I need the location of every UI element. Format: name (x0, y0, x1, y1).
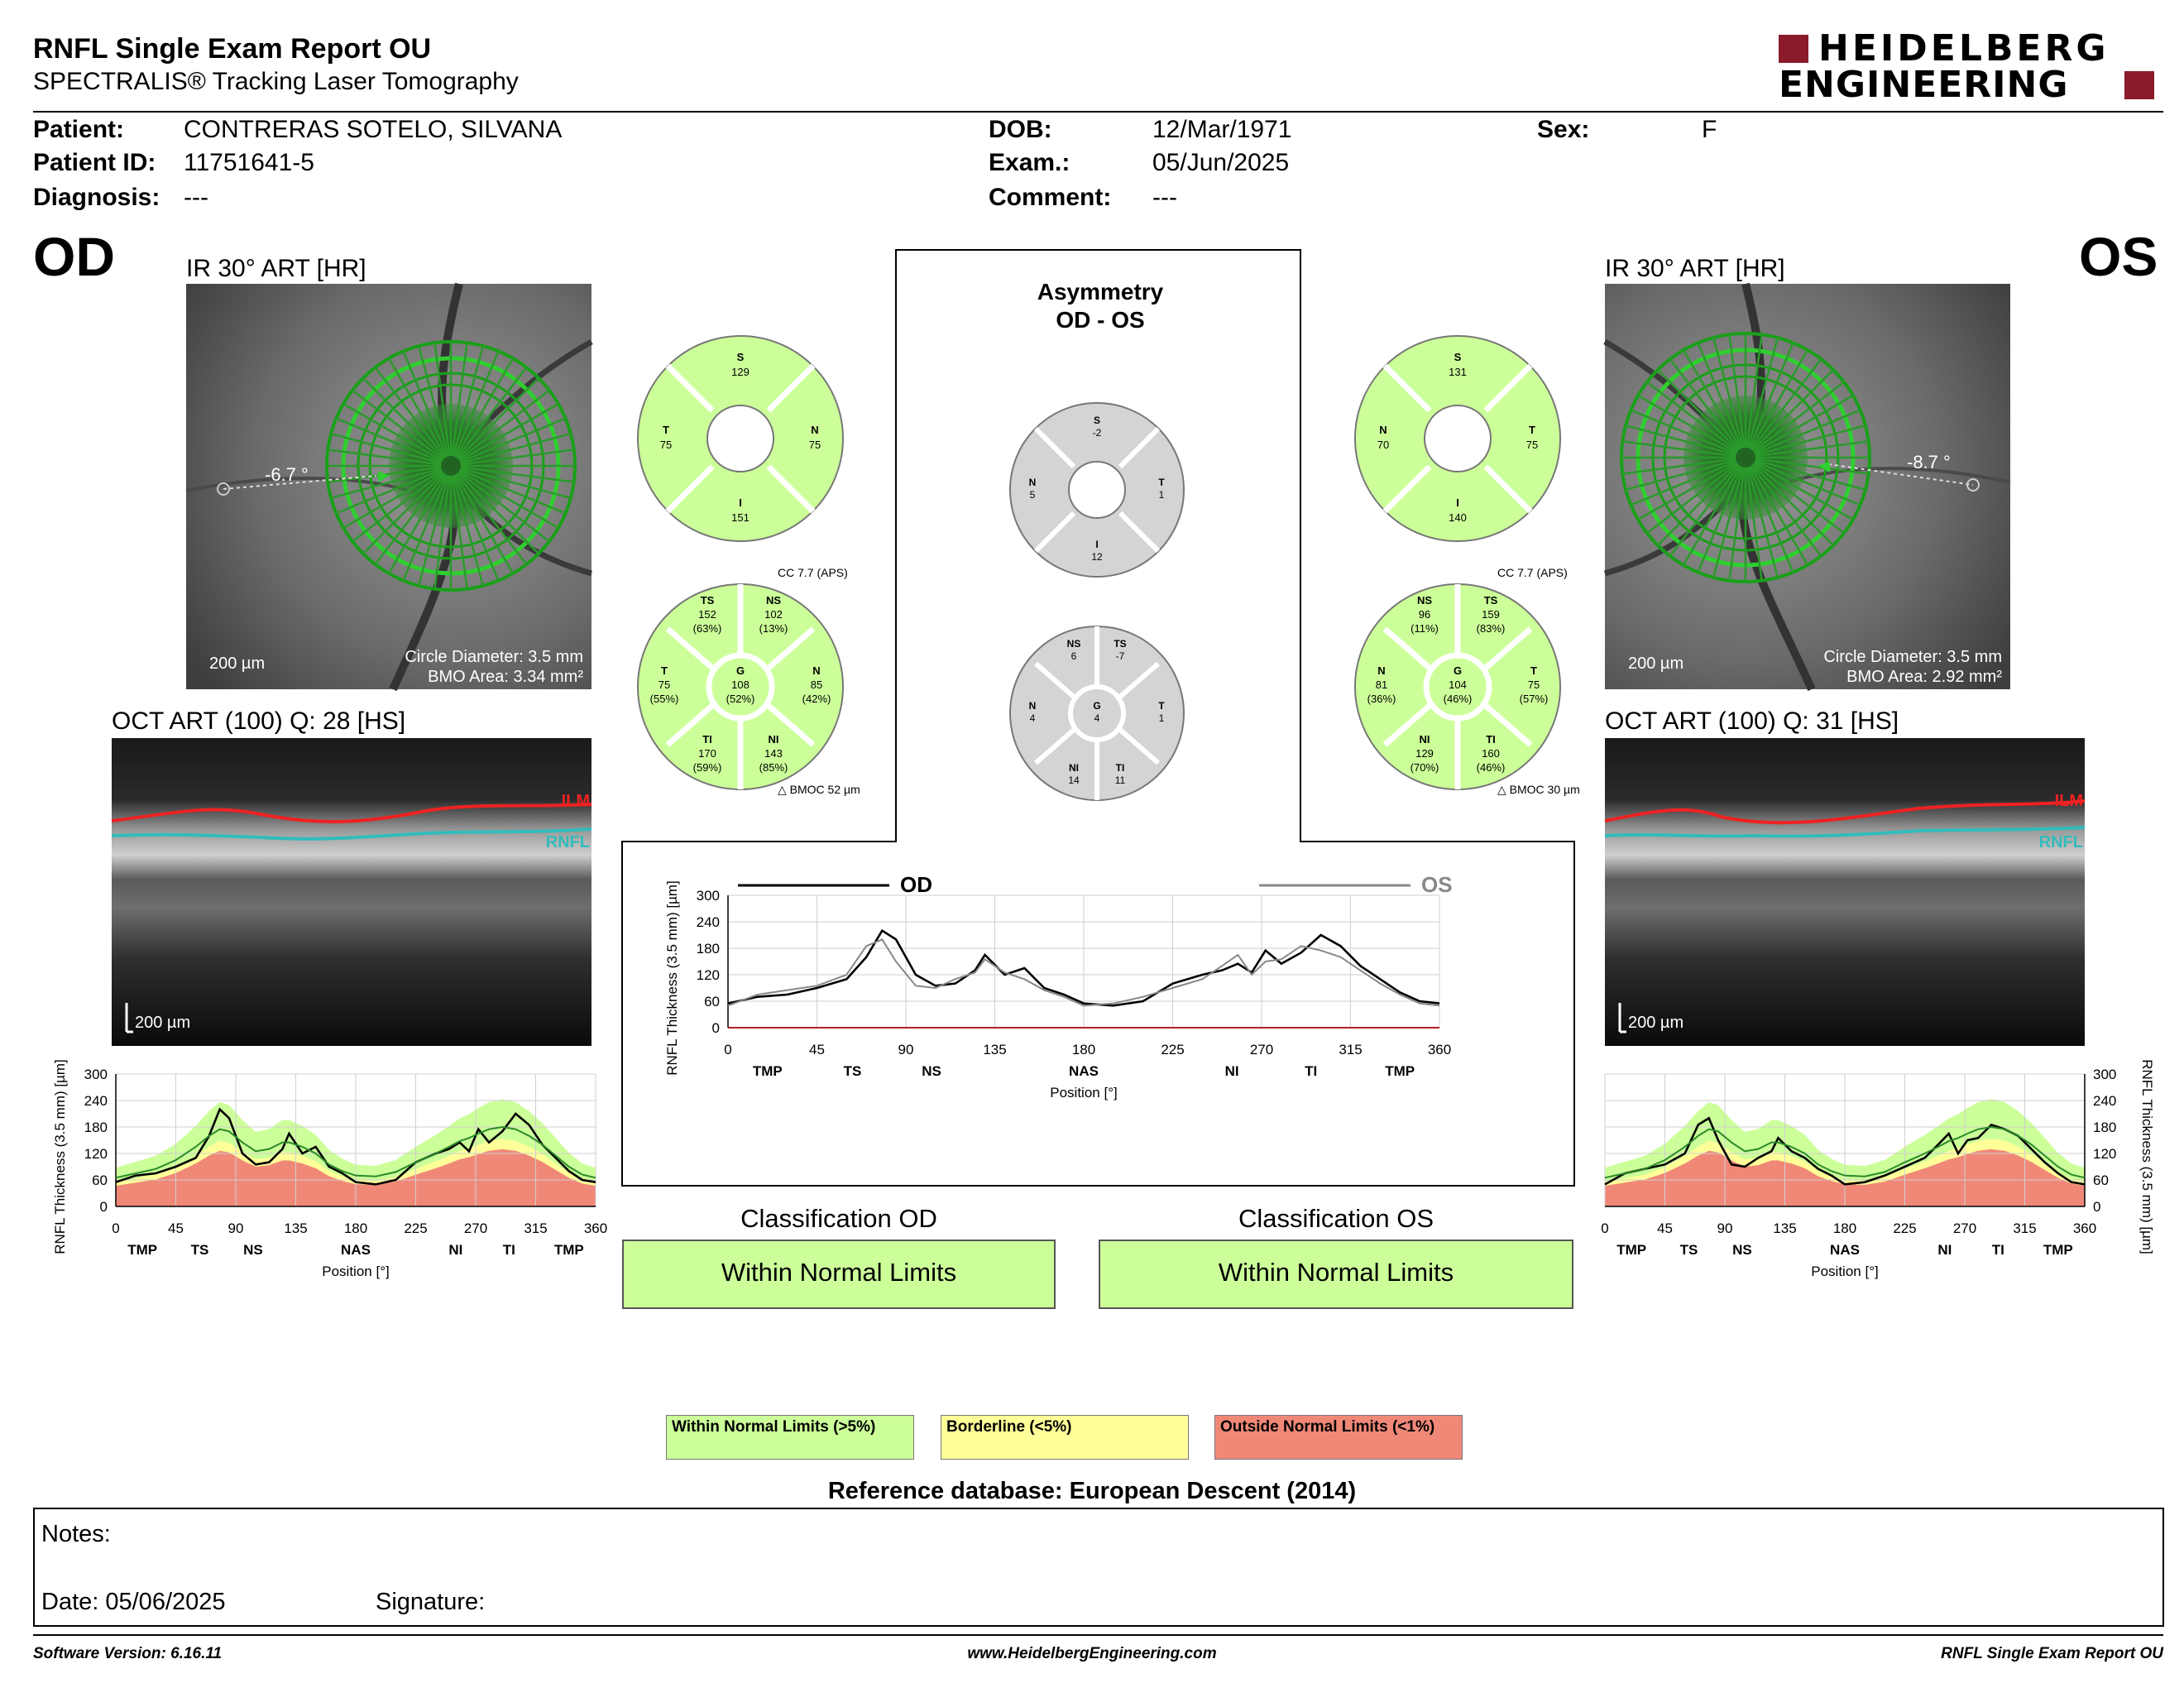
sector-label: TI (502, 1242, 515, 1258)
asym-sector-t: 1 (1158, 712, 1165, 724)
y-tick-label: 120 (2093, 1146, 2117, 1162)
legend-od-label: OD (900, 872, 932, 897)
y-tick-label: 60 (2093, 1172, 2109, 1188)
svg-text:TI: TI (1486, 733, 1496, 746)
svg-text:TI: TI (702, 733, 712, 746)
svg-text:G: G (1093, 700, 1101, 712)
patient-name: CONTRERAS SOTELO, SILVANA (184, 116, 563, 143)
header-divider (33, 111, 2163, 113)
sector-label: TMP (127, 1242, 158, 1258)
asym-quad-i: 12 (1091, 551, 1103, 563)
sector-label: TMP (752, 1063, 783, 1079)
legend-borderline: Borderline (<5%) (941, 1415, 1189, 1460)
svg-text:TS: TS (1483, 594, 1498, 607)
x-tick-label: 270 (1249, 1042, 1274, 1057)
os-oct-title: OCT ART (100) Q: 31 [HS] (1605, 707, 1899, 735)
asymmetry-title: Asymmetry OD - OS (1037, 279, 1164, 333)
os-sector-g-pct: (46%) (1443, 693, 1473, 705)
svg-text:T: T (1530, 664, 1537, 677)
os-oct-scale: 200 µm (1628, 1014, 1684, 1032)
sector-label: TMP (1616, 1242, 1647, 1258)
od-angle-label: -6.7 ° (265, 464, 309, 485)
footer-divider (33, 1634, 2163, 1636)
od-scale-label: 200 µm (209, 655, 266, 673)
os-ilm-label: ILM (2054, 792, 2083, 810)
svg-text:NI: NI (768, 733, 779, 746)
dob-label: DOB: (989, 116, 1052, 143)
x-tick-label: 225 (1161, 1042, 1185, 1057)
y-axis-label: RNFL Thickness (3.5 mm) [µm] (664, 880, 680, 1076)
svg-text:T: T (661, 664, 668, 677)
asym-sector-g: 4 (1094, 712, 1100, 724)
y-tick-label: 0 (99, 1199, 108, 1215)
svg-text:N: N (1379, 424, 1387, 436)
od-sector-ns-pct: (13%) (759, 622, 788, 635)
od-sector-t-value: 75 (658, 679, 671, 691)
os-quadrant-chart (1350, 331, 1565, 546)
y-tick-label: 300 (84, 1067, 108, 1082)
asym-quad-n: 5 (1029, 489, 1036, 501)
diagnosis-value: --- (184, 184, 208, 211)
x-tick-label: 315 (1339, 1042, 1363, 1057)
od-sector-n-pct: (42%) (802, 693, 831, 705)
svg-text:TS: TS (1114, 638, 1127, 650)
sex-label: Sex: (1537, 116, 1590, 143)
logo-square-top (1779, 35, 1808, 63)
sector-label: NI (1937, 1242, 1952, 1258)
svg-text:NS: NS (1416, 594, 1433, 607)
reference-database: Reference database: European Descent (2014) (827, 1478, 1357, 1504)
os-ir-fundus-image (1605, 284, 2010, 689)
y-tick-label: 240 (2093, 1093, 2117, 1109)
x-tick-label: 225 (1893, 1220, 1917, 1236)
os-quad-i: 140 (1449, 511, 1467, 524)
os-sector-n-value: 81 (1375, 679, 1388, 691)
os-angle-label: -8.7 ° (1907, 452, 1951, 472)
svg-text:G: G (1453, 664, 1463, 677)
sector-label: NI (448, 1242, 463, 1258)
svg-text:NS: NS (765, 594, 782, 607)
od-sector-ti-pct: (59%) (692, 761, 722, 774)
od-os-comparison-chart (662, 861, 1489, 1125)
os-classification-result: Within Normal Limits (1099, 1240, 1573, 1309)
x-tick-label: 135 (284, 1220, 308, 1236)
os-classification-title: Classification OS (1238, 1204, 1434, 1233)
y-tick-label: 60 (92, 1172, 108, 1188)
os-quad-s: 131 (1449, 366, 1467, 378)
svg-text:N: N (1377, 664, 1386, 677)
os-circle-diameter: Circle Diameter: 3.5 mm (1823, 648, 2002, 666)
od-sector-g-pct: (52%) (726, 693, 755, 705)
comment-label: Comment: (989, 184, 1112, 211)
sector-label: NS (1732, 1242, 1752, 1258)
y-axis-label: RNFL Thickness (3.5 mm) [µm] (2139, 1059, 2155, 1254)
os-sector-ts-pct: (83%) (1476, 622, 1506, 635)
x-tick-label: 270 (1952, 1220, 1977, 1236)
legend-os-label: OS (1421, 872, 1453, 897)
y-tick-label: 120 (84, 1146, 108, 1162)
notes-date: Date: 05/06/2025 (41, 1589, 226, 1615)
sector-label: NS (243, 1242, 263, 1258)
os-rnfl-label: RNFL (2038, 833, 2083, 851)
sector-label: TMP (553, 1242, 584, 1258)
os-sector-ns-pct: (11%) (1410, 622, 1439, 635)
sector-label: TS (190, 1242, 209, 1258)
asym-quad-s: -2 (1092, 427, 1102, 439)
y-axis-label: RNFL Thickness (3.5 mm) [µm] (52, 1059, 68, 1254)
legend-wnl: Within Normal Limits (>5%) (666, 1415, 914, 1460)
os-oct-bscan (1605, 738, 2085, 1046)
od-quad-i: 151 (731, 511, 750, 524)
svg-text:TI: TI (1115, 762, 1125, 774)
sector-label: TS (1679, 1242, 1698, 1258)
od-sector-n-value: 85 (810, 679, 823, 691)
y-tick-label: 60 (704, 994, 720, 1009)
x-tick-label: 315 (2013, 1220, 2037, 1236)
os-bmo-area: BMO Area: 2.92 mm² (1846, 668, 2002, 686)
sector-label: TI (1991, 1242, 2004, 1258)
svg-text:T: T (663, 424, 669, 436)
x-tick-label: 0 (112, 1220, 120, 1236)
sector-label: TS (843, 1063, 862, 1079)
svg-text:S: S (1454, 351, 1462, 363)
od-rnfl-label: RNFL (545, 833, 590, 851)
od-fundus-svg (186, 284, 592, 689)
od-oct-scale: 200 µm (135, 1014, 191, 1032)
exam-value: 05/Jun/2025 (1152, 149, 1290, 176)
od-eye-label: OD (33, 226, 115, 287)
notes-signature: Signature: (376, 1589, 486, 1615)
os-sector-t-pct: (57%) (1519, 693, 1549, 705)
svg-text:N: N (1028, 477, 1037, 488)
x-tick-label: 90 (1717, 1220, 1733, 1236)
os-fundus-svg (1605, 284, 2010, 689)
patient-id-label: Patient ID: (33, 149, 156, 176)
x-tick-label: 270 (463, 1220, 488, 1236)
y-tick-label: 180 (84, 1120, 108, 1135)
svg-text:T: T (1529, 424, 1535, 436)
comment-value: --- (1152, 184, 1177, 211)
notes-label: Notes: (41, 1521, 111, 1547)
sector-label: TMP (1385, 1063, 1415, 1079)
x-tick-label: 225 (404, 1220, 428, 1236)
os-sector-ni-value: 129 (1415, 747, 1434, 760)
x-tick-label: 0 (1601, 1220, 1609, 1236)
svg-text:S: S (736, 351, 745, 363)
diagnosis-label: Diagnosis: (33, 184, 160, 211)
od-ir-fundus-image (186, 284, 592, 689)
os-sector-ti-pct: (46%) (1476, 761, 1506, 774)
asym-sector-ts: -7 (1115, 650, 1125, 662)
sector-label: NAS (341, 1242, 371, 1258)
x-tick-label: 360 (2072, 1220, 2097, 1236)
od-circle-diameter: Circle Diameter: 3.5 mm (405, 648, 583, 666)
sex-value: F (1702, 116, 1717, 143)
x-tick-label: 180 (343, 1220, 368, 1236)
os-sector-ni-pct: (70%) (1410, 761, 1439, 774)
od-quad-s: 129 (731, 366, 750, 378)
os-eye-label: OS (2079, 226, 2158, 287)
y-tick-label: 180 (696, 941, 720, 957)
os-sector-ns-value: 96 (1418, 608, 1431, 621)
od-sector-ni-pct: (85%) (759, 761, 788, 774)
os-sector-ti-value: 160 (1482, 747, 1500, 760)
x-tick-label: 45 (809, 1042, 825, 1057)
sector-label: NS (922, 1063, 941, 1079)
svg-text:I: I (1456, 496, 1459, 509)
asym-sector-n: 4 (1029, 712, 1036, 724)
od-quad-n: 75 (808, 439, 821, 451)
sector-label: TI (1305, 1063, 1318, 1079)
notes-box[interactable] (33, 1508, 2164, 1627)
od-ir-title: IR 30° ART [HR] (186, 255, 366, 282)
x-tick-label: 135 (983, 1042, 1007, 1057)
report-subtitle: SPECTRALIS® Tracking Laser Tomography (33, 68, 519, 95)
od-oct-title: OCT ART (100) Q: 28 [HS] (112, 707, 406, 735)
od-bmo-area: BMO Area: 3.34 mm² (428, 668, 583, 686)
os-quad-t: 75 (1525, 439, 1539, 451)
os-sector-t-value: 75 (1527, 679, 1540, 691)
svg-text:TS: TS (700, 594, 715, 607)
svg-text:T: T (1158, 700, 1165, 712)
od-sector-ti-value: 170 (698, 747, 716, 760)
sector-label: NI (1224, 1063, 1239, 1079)
software-version: Software Version: 6.16.11 (33, 1645, 223, 1662)
logo-square-bottom (2124, 71, 2154, 99)
os-norm-chart (1592, 1059, 2163, 1307)
sector-label: TMP (2043, 1242, 2073, 1258)
heidelberg-logo: HEIDELBERG ENGINEERING (1779, 30, 2159, 104)
asym-sector-ni: 14 (1068, 774, 1080, 786)
report-title: RNFL Single Exam Report OU (33, 33, 432, 65)
dob-value: 12/Mar/1971 (1152, 116, 1292, 143)
y-tick-label: 0 (2093, 1199, 2101, 1215)
od-ilm-label: ILM (561, 792, 590, 810)
asym-sector-ns: 6 (1070, 650, 1077, 662)
x-tick-label: 360 (583, 1220, 608, 1236)
os-ir-title: IR 30° ART [HR] (1605, 255, 1785, 282)
y-tick-label: 300 (2093, 1067, 2117, 1082)
x-tick-label: 135 (1773, 1220, 1797, 1236)
x-axis-label: Position [°] (322, 1264, 390, 1279)
website-link[interactable]: www.HeidelbergEngineering.com (967, 1645, 1217, 1662)
patient-label: Patient: (33, 116, 125, 143)
od-sector-ni-value: 143 (764, 747, 783, 760)
y-tick-label: 240 (84, 1093, 108, 1109)
y-tick-label: 0 (711, 1020, 720, 1036)
x-tick-label: 180 (1071, 1042, 1096, 1057)
svg-text:NS: NS (1066, 638, 1081, 650)
os-quad-n: 70 (1377, 439, 1390, 451)
os-sector-n-pct: (36%) (1367, 693, 1396, 705)
svg-text:I: I (1095, 539, 1099, 550)
svg-text:N: N (812, 664, 821, 677)
y-tick-label: 240 (696, 914, 720, 930)
sector-label: NAS (1830, 1242, 1860, 1258)
patient-id: 11751641-5 (184, 149, 314, 176)
x-tick-label: 0 (724, 1042, 732, 1057)
x-tick-label: 45 (168, 1220, 184, 1236)
svg-text:N: N (811, 424, 819, 436)
od-cc-label: CC 7.7 (APS) (778, 566, 848, 579)
asym-sector-ti: 11 (1114, 774, 1126, 786)
os-sector-chart (1350, 579, 1565, 794)
x-axis-label: Position [°] (1050, 1085, 1118, 1101)
x-tick-label: 90 (228, 1220, 244, 1236)
svg-text:S: S (1093, 415, 1101, 426)
asym-sector-chart (1006, 622, 1188, 804)
os-sector-ts-value: 159 (1482, 608, 1500, 621)
od-classification-result: Within Normal Limits (622, 1240, 1056, 1309)
od-sector-g-value: 108 (731, 679, 750, 691)
os-cc-label: CC 7.7 (APS) (1497, 566, 1568, 579)
os-bmo-delta: △ BMOC 30 µm (1497, 783, 1580, 796)
y-tick-label: 300 (696, 888, 720, 904)
svg-text:T: T (1158, 477, 1165, 488)
od-classification-title: Classification OD (740, 1204, 937, 1233)
od-sector-ts-value: 152 (698, 608, 716, 621)
os-scale-label: 200 µm (1628, 655, 1684, 673)
od-sector-ts-pct: (63%) (692, 622, 722, 635)
x-tick-label: 360 (1427, 1042, 1452, 1057)
od-norm-chart (33, 1059, 608, 1307)
os-sector-g-value: 104 (1449, 679, 1467, 691)
svg-text:NI: NI (1069, 762, 1079, 774)
y-tick-label: 180 (2093, 1120, 2117, 1135)
legend-onl: Outside Normal Limits (<1%) (1214, 1415, 1463, 1460)
x-tick-label: 90 (898, 1042, 914, 1057)
x-tick-label: 45 (1657, 1220, 1673, 1236)
svg-text:NI: NI (1419, 733, 1430, 746)
x-axis-label: Position [°] (1811, 1264, 1879, 1279)
y-tick-label: 120 (696, 967, 720, 983)
svg-text:G: G (735, 664, 745, 677)
od-quad-t: 75 (659, 439, 673, 451)
asym-quad-t: 1 (1158, 489, 1165, 501)
svg-text:N: N (1028, 700, 1037, 712)
x-tick-label: 180 (1832, 1220, 1857, 1236)
svg-text:I: I (739, 496, 742, 509)
od-bmo-delta: △ BMOC 52 µm (778, 783, 860, 796)
od-sector-t-pct: (55%) (649, 693, 679, 705)
sector-label: NAS (1069, 1063, 1099, 1079)
asym-quadrant-chart (1006, 399, 1188, 581)
x-tick-label: 315 (524, 1220, 548, 1236)
od-oct-bscan (112, 738, 592, 1046)
od-sector-ns-value: 102 (764, 608, 783, 621)
exam-label: Exam.: (989, 149, 1070, 176)
report-name-footer: RNFL Single Exam Report OU (1941, 1645, 2163, 1662)
